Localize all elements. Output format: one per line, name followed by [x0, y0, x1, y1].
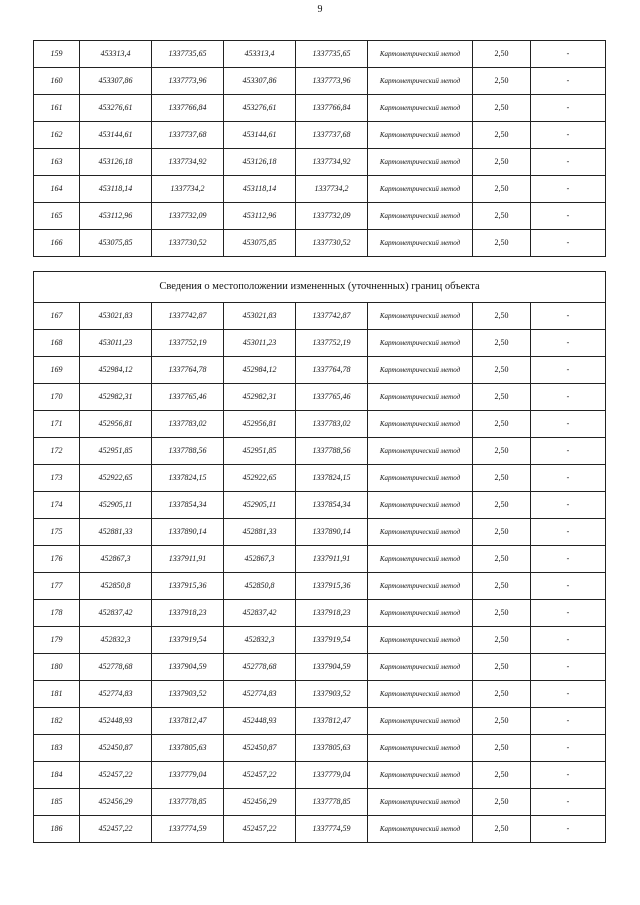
- y-coordinate-cell: 1337735,65: [152, 41, 224, 68]
- x-coordinate-new-cell: 452837,42: [224, 600, 296, 627]
- accuracy-cell: 2,50: [473, 438, 531, 465]
- point-number-cell: 172: [34, 438, 80, 465]
- x-coordinate-cell: 453118,14: [80, 176, 152, 203]
- x-coordinate-new-cell: 452905,11: [224, 492, 296, 519]
- table-row: [34, 149, 606, 176]
- method-cell: Картометрический метод: [368, 600, 473, 627]
- y-coordinate-new-cell: 1337734,92: [296, 149, 368, 176]
- accuracy-cell: 2,50: [473, 357, 531, 384]
- method-cell: Картометрический метод: [368, 762, 473, 789]
- point-number-cell: 182: [34, 708, 80, 735]
- table-row: [34, 546, 606, 573]
- y-coordinate-cell: 1337732,09: [152, 203, 224, 230]
- x-coordinate-cell: 452881,33: [80, 519, 152, 546]
- accuracy-cell: 2,50: [473, 330, 531, 357]
- section-title: Сведения о местоположении измененных (уточненных) границ объекта: [34, 272, 606, 303]
- y-coordinate-new-cell: 1337778,85: [296, 789, 368, 816]
- point-number-cell: 177: [34, 573, 80, 600]
- method-cell: Картометрический метод: [368, 789, 473, 816]
- accuracy-cell: 2,50: [473, 762, 531, 789]
- table-row: [34, 627, 606, 654]
- changed-boundaries-table: [33, 271, 606, 843]
- y-coordinate-cell: 1337903,52: [152, 681, 224, 708]
- note-cell: -: [531, 330, 606, 357]
- point-number-cell: 160: [34, 68, 80, 95]
- accuracy-cell: 2,50: [473, 95, 531, 122]
- x-coordinate-cell: 453313,4: [80, 41, 152, 68]
- accuracy-cell: 2,50: [473, 573, 531, 600]
- table-row: [34, 708, 606, 735]
- point-number-cell: 176: [34, 546, 80, 573]
- table-row: [34, 357, 606, 384]
- x-coordinate-cell: 452951,85: [80, 438, 152, 465]
- method-cell: Картометрический метод: [368, 230, 473, 257]
- method-cell: Картометрический метод: [368, 303, 473, 330]
- y-coordinate-cell: 1337778,85: [152, 789, 224, 816]
- accuracy-cell: 2,50: [473, 627, 531, 654]
- y-coordinate-cell: 1337812,47: [152, 708, 224, 735]
- note-cell: -: [531, 708, 606, 735]
- point-number-cell: 185: [34, 789, 80, 816]
- table-row: [34, 573, 606, 600]
- x-coordinate-cell: 452922,65: [80, 465, 152, 492]
- x-coordinate-cell: 453276,61: [80, 95, 152, 122]
- note-cell: -: [531, 411, 606, 438]
- x-coordinate-new-cell: 453075,85: [224, 230, 296, 257]
- method-cell: Картометрический метод: [368, 573, 473, 600]
- x-coordinate-cell: 452457,22: [80, 762, 152, 789]
- method-cell: Картометрический метод: [368, 708, 473, 735]
- y-coordinate-new-cell: 1337730,52: [296, 230, 368, 257]
- x-coordinate-cell: 452956,81: [80, 411, 152, 438]
- y-coordinate-cell: 1337788,56: [152, 438, 224, 465]
- method-cell: Картометрический метод: [368, 122, 473, 149]
- x-coordinate-new-cell: 452922,65: [224, 465, 296, 492]
- table-row: [34, 600, 606, 627]
- y-coordinate-new-cell: 1337918,23: [296, 600, 368, 627]
- point-number-cell: 186: [34, 816, 80, 843]
- accuracy-cell: 2,50: [473, 816, 531, 843]
- point-number-cell: 174: [34, 492, 80, 519]
- x-coordinate-new-cell: 452867,3: [224, 546, 296, 573]
- y-coordinate-new-cell: 1337783,02: [296, 411, 368, 438]
- method-cell: Картометрический метод: [368, 492, 473, 519]
- y-coordinate-new-cell: 1337904,59: [296, 654, 368, 681]
- note-cell: -: [531, 68, 606, 95]
- x-coordinate-new-cell: 452881,33: [224, 519, 296, 546]
- y-coordinate-new-cell: 1337766,84: [296, 95, 368, 122]
- note-cell: -: [531, 149, 606, 176]
- note-cell: -: [531, 789, 606, 816]
- point-number-cell: 181: [34, 681, 80, 708]
- x-coordinate-cell: 452984,12: [80, 357, 152, 384]
- accuracy-cell: 2,50: [473, 492, 531, 519]
- accuracy-cell: 2,50: [473, 203, 531, 230]
- point-number-cell: 184: [34, 762, 80, 789]
- y-coordinate-cell: 1337919,54: [152, 627, 224, 654]
- x-coordinate-cell: 453075,85: [80, 230, 152, 257]
- point-number-cell: 161: [34, 95, 80, 122]
- y-coordinate-new-cell: 1337788,56: [296, 438, 368, 465]
- table-row: [34, 330, 606, 357]
- table-row: [34, 384, 606, 411]
- x-coordinate-cell: 452982,31: [80, 384, 152, 411]
- method-cell: Картометрический метод: [368, 330, 473, 357]
- table-row: [34, 122, 606, 149]
- note-cell: -: [531, 438, 606, 465]
- x-coordinate-cell: 452867,3: [80, 546, 152, 573]
- table-row: [34, 95, 606, 122]
- accuracy-cell: 2,50: [473, 546, 531, 573]
- table-row: [34, 735, 606, 762]
- table-row: [34, 230, 606, 257]
- accuracy-cell: 2,50: [473, 176, 531, 203]
- y-coordinate-new-cell: 1337854,34: [296, 492, 368, 519]
- point-number-cell: 179: [34, 627, 80, 654]
- y-coordinate-cell: 1337752,19: [152, 330, 224, 357]
- table-row: [34, 68, 606, 95]
- y-coordinate-cell: 1337774,59: [152, 816, 224, 843]
- method-cell: Картометрический метод: [368, 176, 473, 203]
- y-coordinate-new-cell: 1337764,78: [296, 357, 368, 384]
- x-coordinate-cell: 453011,23: [80, 330, 152, 357]
- y-coordinate-cell: 1337779,04: [152, 762, 224, 789]
- accuracy-cell: 2,50: [473, 681, 531, 708]
- table-row: [34, 681, 606, 708]
- note-cell: -: [531, 519, 606, 546]
- accuracy-cell: 2,50: [473, 411, 531, 438]
- x-coordinate-new-cell: 452456,29: [224, 789, 296, 816]
- y-coordinate-new-cell: 1337911,91: [296, 546, 368, 573]
- x-coordinate-cell: 452850,8: [80, 573, 152, 600]
- point-number-cell: 163: [34, 149, 80, 176]
- method-cell: Картометрический метод: [368, 465, 473, 492]
- accuracy-cell: 2,50: [473, 230, 531, 257]
- x-coordinate-cell: 452448,93: [80, 708, 152, 735]
- table-row: [34, 203, 606, 230]
- table-row: [34, 789, 606, 816]
- note-cell: -: [531, 546, 606, 573]
- method-cell: Картометрический метод: [368, 546, 473, 573]
- x-coordinate-cell: 452905,11: [80, 492, 152, 519]
- method-cell: Картометрический метод: [368, 627, 473, 654]
- y-coordinate-cell: 1337911,91: [152, 546, 224, 573]
- note-cell: -: [531, 600, 606, 627]
- point-number-cell: 175: [34, 519, 80, 546]
- y-coordinate-cell: 1337766,84: [152, 95, 224, 122]
- y-coordinate-cell: 1337764,78: [152, 357, 224, 384]
- y-coordinate-cell: 1337765,46: [152, 384, 224, 411]
- point-number-cell: 178: [34, 600, 80, 627]
- note-cell: -: [531, 122, 606, 149]
- x-coordinate-new-cell: 452778,68: [224, 654, 296, 681]
- y-coordinate-cell: 1337734,2: [152, 176, 224, 203]
- accuracy-cell: 2,50: [473, 465, 531, 492]
- method-cell: Картометрический метод: [368, 203, 473, 230]
- method-cell: Картометрический метод: [368, 681, 473, 708]
- point-number-cell: 159: [34, 41, 80, 68]
- y-coordinate-cell: 1337773,96: [152, 68, 224, 95]
- note-cell: -: [531, 303, 606, 330]
- y-coordinate-cell: 1337824,15: [152, 465, 224, 492]
- x-coordinate-new-cell: 453118,14: [224, 176, 296, 203]
- note-cell: -: [531, 762, 606, 789]
- y-coordinate-new-cell: 1337765,46: [296, 384, 368, 411]
- y-coordinate-cell: 1337730,52: [152, 230, 224, 257]
- method-cell: Картометрический метод: [368, 438, 473, 465]
- accuracy-cell: 2,50: [473, 654, 531, 681]
- x-coordinate-new-cell: 452951,85: [224, 438, 296, 465]
- note-cell: -: [531, 95, 606, 122]
- table-row: [34, 41, 606, 68]
- x-coordinate-cell: 452456,29: [80, 789, 152, 816]
- point-number-cell: 169: [34, 357, 80, 384]
- note-cell: -: [531, 357, 606, 384]
- table-row: [34, 411, 606, 438]
- y-coordinate-new-cell: 1337919,54: [296, 627, 368, 654]
- x-coordinate-new-cell: 452850,8: [224, 573, 296, 600]
- accuracy-cell: 2,50: [473, 708, 531, 735]
- point-number-cell: 167: [34, 303, 80, 330]
- method-cell: Картометрический метод: [368, 95, 473, 122]
- point-number-cell: 165: [34, 203, 80, 230]
- y-coordinate-new-cell: 1337752,19: [296, 330, 368, 357]
- y-coordinate-cell: 1337742,87: [152, 303, 224, 330]
- x-coordinate-new-cell: 452457,22: [224, 762, 296, 789]
- accuracy-cell: 2,50: [473, 68, 531, 95]
- table-row: [34, 465, 606, 492]
- y-coordinate-new-cell: 1337732,09: [296, 203, 368, 230]
- point-number-cell: 162: [34, 122, 80, 149]
- x-coordinate-new-cell: 453021,83: [224, 303, 296, 330]
- x-coordinate-cell: 453021,83: [80, 303, 152, 330]
- x-coordinate-cell: 453307,86: [80, 68, 152, 95]
- y-coordinate-new-cell: 1337779,04: [296, 762, 368, 789]
- y-coordinate-new-cell: 1337805,63: [296, 735, 368, 762]
- x-coordinate-new-cell: 452984,12: [224, 357, 296, 384]
- page-number: 9: [317, 4, 323, 15]
- y-coordinate-cell: 1337805,63: [152, 735, 224, 762]
- note-cell: -: [531, 230, 606, 257]
- x-coordinate-new-cell: 453112,96: [224, 203, 296, 230]
- y-coordinate-new-cell: 1337773,96: [296, 68, 368, 95]
- point-number-cell: 171: [34, 411, 80, 438]
- table-row: [34, 176, 606, 203]
- x-coordinate-new-cell: 453144,61: [224, 122, 296, 149]
- accuracy-cell: 2,50: [473, 149, 531, 176]
- x-coordinate-new-cell: 452982,31: [224, 384, 296, 411]
- method-cell: Картометрический метод: [368, 654, 473, 681]
- note-cell: -: [531, 176, 606, 203]
- x-coordinate-new-cell: 452956,81: [224, 411, 296, 438]
- method-cell: Картометрический метод: [368, 357, 473, 384]
- accuracy-cell: 2,50: [473, 41, 531, 68]
- accuracy-cell: 2,50: [473, 789, 531, 816]
- note-cell: -: [531, 573, 606, 600]
- x-coordinate-new-cell: 453307,86: [224, 68, 296, 95]
- note-cell: -: [531, 492, 606, 519]
- note-cell: -: [531, 203, 606, 230]
- point-number-cell: 173: [34, 465, 80, 492]
- point-number-cell: 168: [34, 330, 80, 357]
- method-cell: Картометрический метод: [368, 149, 473, 176]
- y-coordinate-new-cell: 1337742,87: [296, 303, 368, 330]
- x-coordinate-cell: 452774,83: [80, 681, 152, 708]
- x-coordinate-cell: 452832,3: [80, 627, 152, 654]
- accuracy-cell: 2,50: [473, 303, 531, 330]
- method-cell: Картометрический метод: [368, 384, 473, 411]
- x-coordinate-cell: 452457,22: [80, 816, 152, 843]
- note-cell: -: [531, 627, 606, 654]
- accuracy-cell: 2,50: [473, 600, 531, 627]
- note-cell: -: [531, 735, 606, 762]
- y-coordinate-cell: 1337915,36: [152, 573, 224, 600]
- point-number-cell: 180: [34, 654, 80, 681]
- x-coordinate-cell: 453126,18: [80, 149, 152, 176]
- table-row: [34, 303, 606, 330]
- point-number-cell: 164: [34, 176, 80, 203]
- note-cell: -: [531, 465, 606, 492]
- note-cell: -: [531, 41, 606, 68]
- accuracy-cell: 2,50: [473, 122, 531, 149]
- point-number-cell: 183: [34, 735, 80, 762]
- table-row: [34, 816, 606, 843]
- x-coordinate-new-cell: 452450,87: [224, 735, 296, 762]
- method-cell: Картометрический метод: [368, 735, 473, 762]
- note-cell: -: [531, 816, 606, 843]
- y-coordinate-new-cell: 1337824,15: [296, 465, 368, 492]
- method-cell: Картометрический метод: [368, 519, 473, 546]
- note-cell: -: [531, 681, 606, 708]
- y-coordinate-cell: 1337737,68: [152, 122, 224, 149]
- note-cell: -: [531, 654, 606, 681]
- x-coordinate-cell: 452778,68: [80, 654, 152, 681]
- x-coordinate-new-cell: 452448,93: [224, 708, 296, 735]
- table-row: [34, 492, 606, 519]
- x-coordinate-cell: 452450,87: [80, 735, 152, 762]
- table-row: [34, 762, 606, 789]
- method-cell: Картометрический метод: [368, 41, 473, 68]
- x-coordinate-new-cell: 452457,22: [224, 816, 296, 843]
- x-coordinate-new-cell: 453011,23: [224, 330, 296, 357]
- accuracy-cell: 2,50: [473, 384, 531, 411]
- x-coordinate-new-cell: 453276,61: [224, 95, 296, 122]
- y-coordinate-new-cell: 1337903,52: [296, 681, 368, 708]
- x-coordinate-new-cell: 452832,3: [224, 627, 296, 654]
- point-number-cell: 166: [34, 230, 80, 257]
- y-coordinate-cell: 1337890,14: [152, 519, 224, 546]
- x-coordinate-cell: 453144,61: [80, 122, 152, 149]
- y-coordinate-cell: 1337904,59: [152, 654, 224, 681]
- y-coordinate-new-cell: 1337734,2: [296, 176, 368, 203]
- note-cell: -: [531, 384, 606, 411]
- accuracy-cell: 2,50: [473, 519, 531, 546]
- x-coordinate-new-cell: 452774,83: [224, 681, 296, 708]
- y-coordinate-cell: 1337734,92: [152, 149, 224, 176]
- y-coordinate-cell: 1337783,02: [152, 411, 224, 438]
- y-coordinate-cell: 1337854,34: [152, 492, 224, 519]
- y-coordinate-new-cell: 1337812,47: [296, 708, 368, 735]
- y-coordinate-cell: 1337918,23: [152, 600, 224, 627]
- y-coordinate-new-cell: 1337915,36: [296, 573, 368, 600]
- x-coordinate-new-cell: 453126,18: [224, 149, 296, 176]
- method-cell: Картометрический метод: [368, 411, 473, 438]
- y-coordinate-new-cell: 1337737,68: [296, 122, 368, 149]
- method-cell: Картометрический метод: [368, 68, 473, 95]
- table-row: [34, 438, 606, 465]
- y-coordinate-new-cell: 1337735,65: [296, 41, 368, 68]
- table-row: [34, 519, 606, 546]
- y-coordinate-new-cell: 1337774,59: [296, 816, 368, 843]
- table-row: [34, 654, 606, 681]
- method-cell: Картометрический метод: [368, 816, 473, 843]
- y-coordinate-new-cell: 1337890,14: [296, 519, 368, 546]
- point-number-cell: 170: [34, 384, 80, 411]
- x-coordinate-cell: 453112,96: [80, 203, 152, 230]
- coordinates-table-continued: [33, 40, 606, 257]
- x-coordinate-new-cell: 453313,4: [224, 41, 296, 68]
- x-coordinate-cell: 452837,42: [80, 600, 152, 627]
- accuracy-cell: 2,50: [473, 735, 531, 762]
